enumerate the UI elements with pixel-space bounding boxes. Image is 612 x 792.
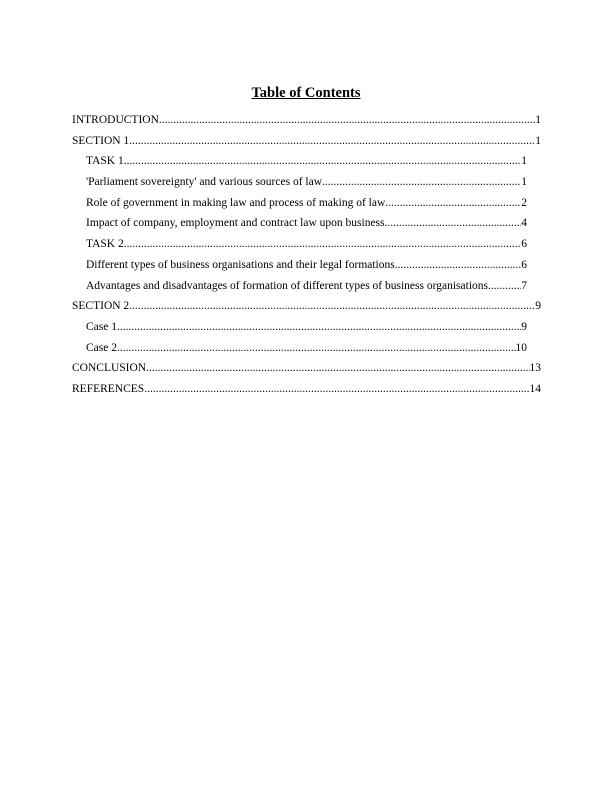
toc-entry-introduction[interactable] bbox=[72, 112, 541, 133]
dot-leader bbox=[322, 174, 521, 190]
toc-entry-label: Different types of business organisations and their legal formations bbox=[86, 258, 395, 271]
toc-entry-page: 1 bbox=[521, 176, 527, 189]
dot-leader bbox=[144, 381, 529, 397]
toc-entry-page: 7 bbox=[521, 279, 527, 292]
dot-leader bbox=[117, 319, 521, 335]
toc-entry-page: 14 bbox=[529, 382, 541, 395]
toc-entry-section-1[interactable] bbox=[72, 133, 541, 154]
toc-entry-label: TASK 1 bbox=[86, 155, 124, 168]
dot-leader bbox=[385, 195, 521, 211]
toc-entry-label: CONCLUSION bbox=[72, 362, 147, 375]
toc-entry-label: Advantages and disadvantages of formation of different types of business organisations bbox=[86, 279, 488, 292]
toc-entry-references[interactable] bbox=[72, 381, 541, 402]
toc-entry-advantages-disadvantages[interactable] bbox=[86, 278, 527, 299]
toc-entry-label: 'Parliament sovereignty' and various sources of law bbox=[86, 176, 322, 189]
toc-entry-page: 10 bbox=[515, 341, 527, 354]
dot-leader bbox=[129, 133, 535, 149]
toc-entry-page: 9 bbox=[521, 320, 527, 333]
toc-title: Table of Contents bbox=[251, 85, 361, 101]
toc-entry-task-1[interactable] bbox=[86, 153, 527, 174]
toc-entry-label: SECTION 1 bbox=[72, 134, 130, 147]
toc-entry-page: 1 bbox=[535, 134, 541, 147]
toc-entry-case-2[interactable] bbox=[86, 340, 527, 361]
toc-entry-page: 9 bbox=[535, 300, 541, 313]
dot-leader bbox=[129, 298, 535, 314]
toc-entry-page: 13 bbox=[529, 362, 541, 375]
toc-entry-label: Role of government in making law and process of making of law bbox=[86, 196, 386, 209]
toc-entry-business-organisation-types[interactable] bbox=[86, 257, 527, 278]
toc-entry-label: Case 1 bbox=[86, 320, 117, 333]
toc-entry-label: INTRODUCTION bbox=[72, 114, 159, 126]
toc-entry-page: 6 bbox=[521, 258, 527, 271]
toc-entry-conclusion[interactable] bbox=[72, 360, 541, 381]
dot-leader bbox=[124, 153, 522, 169]
toc-entry-parliament-sovereignty[interactable] bbox=[86, 174, 527, 195]
toc-list bbox=[72, 112, 542, 402]
toc-entry-label: SECTION 2 bbox=[72, 300, 130, 313]
dot-leader bbox=[124, 236, 522, 252]
dot-leader bbox=[488, 278, 521, 294]
toc-entry-role-of-government[interactable] bbox=[86, 195, 527, 216]
dot-leader bbox=[385, 215, 522, 231]
dot-leader bbox=[117, 340, 516, 356]
toc-entry-page: 4 bbox=[521, 217, 527, 230]
toc-entry-label: Impact of company, employment and contract law upon business bbox=[86, 217, 385, 230]
toc-entry-page: 2 bbox=[521, 196, 527, 209]
toc-entry-page: 1 bbox=[535, 114, 541, 126]
toc-entry-case-1[interactable] bbox=[86, 319, 527, 340]
toc-entry-page: 6 bbox=[521, 238, 527, 251]
toc-entry-label: TASK 2 bbox=[86, 238, 124, 251]
toc-entry-label: Case 2 bbox=[86, 341, 117, 354]
toc-entry-page: 1 bbox=[521, 155, 527, 168]
toc-entry-impact-of-company-law[interactable] bbox=[86, 215, 527, 236]
dot-leader bbox=[395, 257, 522, 273]
toc-entry-task-2[interactable] bbox=[86, 236, 527, 257]
toc-entry-label: REFERENCES bbox=[72, 382, 145, 395]
dot-leader bbox=[146, 360, 529, 376]
toc-entry-section-2[interactable] bbox=[72, 298, 541, 319]
dot-leader bbox=[159, 112, 535, 128]
